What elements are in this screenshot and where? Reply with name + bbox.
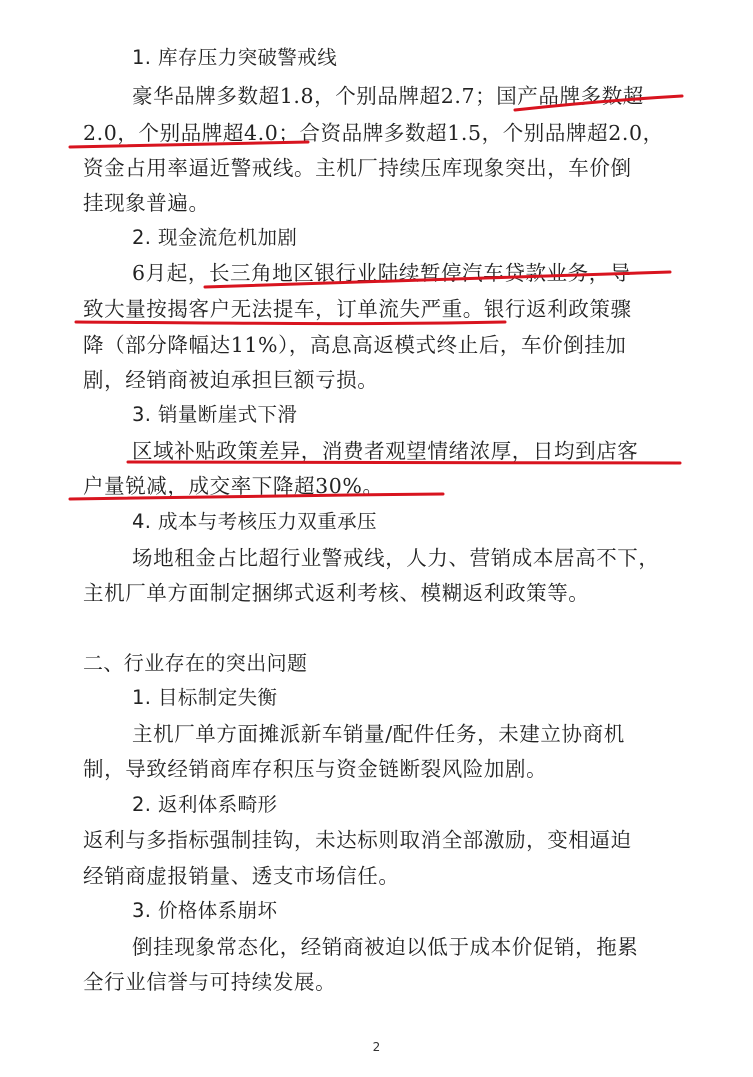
heading-price-collapse: 3. 价格体系崩坏 bbox=[132, 899, 278, 922]
paragraph-line: 主机厂单方面摊派新车销量/配件任务，未建立协商机 bbox=[132, 722, 625, 746]
heading-rebate-system: 2. 返利体系畸形 bbox=[132, 793, 278, 816]
heading-cost-pressure: 4. 成本与考核压力双重承压 bbox=[132, 510, 377, 533]
paragraph-line: 6月起，长三角地区银行业陆续暂停汽车贷款业务，导 bbox=[132, 261, 631, 285]
heading-cash-flow-crisis: 2. 现金流危机加剧 bbox=[132, 226, 298, 249]
paragraph-line: 剧，经销商被迫承担巨额亏损。 bbox=[83, 368, 379, 392]
paragraph-line: 全行业信誉与可持续发展。 bbox=[83, 970, 337, 994]
paragraph-line: 场地租金占比超行业警戒线，人力、营销成本居高不下， bbox=[132, 546, 660, 570]
paragraph-line: 经销商虚报销量、透支市场信任。 bbox=[83, 864, 400, 888]
heading-target-imbalance: 1. 目标制定失衡 bbox=[132, 686, 278, 709]
section-title-industry-problems: 二、行业存在的突出问题 bbox=[83, 651, 308, 675]
paragraph-line: 豪华品牌多数超1.8，个别品牌超2.7；国产品牌多数超 bbox=[132, 84, 644, 108]
paragraph-line: 返利与多指标强制挂钩，未达标则取消全部激励，变相逼迫 bbox=[83, 828, 632, 852]
heading-sales-decline: 3. 销量断崖式下滑 bbox=[132, 403, 298, 426]
heading-inventory-pressure: 1. 库存压力突破警戒线 bbox=[132, 46, 338, 69]
paragraph-line: 户量锐减，成交率下降超30%。 bbox=[83, 474, 384, 498]
paragraph-line: 倒挂现象常态化，经销商被迫以低于成本价促销，拖累 bbox=[132, 935, 639, 959]
paragraph-line: 致大量按揭客户无法提车，订单流失严重。银行返利政策骤 bbox=[83, 297, 632, 321]
paragraph-line: 资金占用率逼近警戒线。主机厂持续压库现象突出，车价倒 bbox=[83, 156, 632, 180]
page-number: 2 bbox=[372, 1040, 381, 1054]
paragraph-line: 挂现象普遍。 bbox=[83, 191, 210, 215]
paragraph-line: 降（部分降幅达11%），高息高返模式终止后，车价倒挂加 bbox=[83, 333, 627, 357]
paragraph-line: 制，导致经销商库存积压与资金链断裂风险加剧。 bbox=[83, 757, 548, 781]
paragraph-line: 2.0，个别品牌超4.0；合资品牌多数超1.5，个别品牌超2.0， bbox=[83, 121, 664, 145]
paragraph-line: 主机厂单方面制定捆绑式返利考核、模糊返利政策等。 bbox=[83, 581, 590, 605]
paragraph-line: 区域补贴政策差异，消费者观望情绪浓厚，日均到店客 bbox=[132, 439, 639, 463]
